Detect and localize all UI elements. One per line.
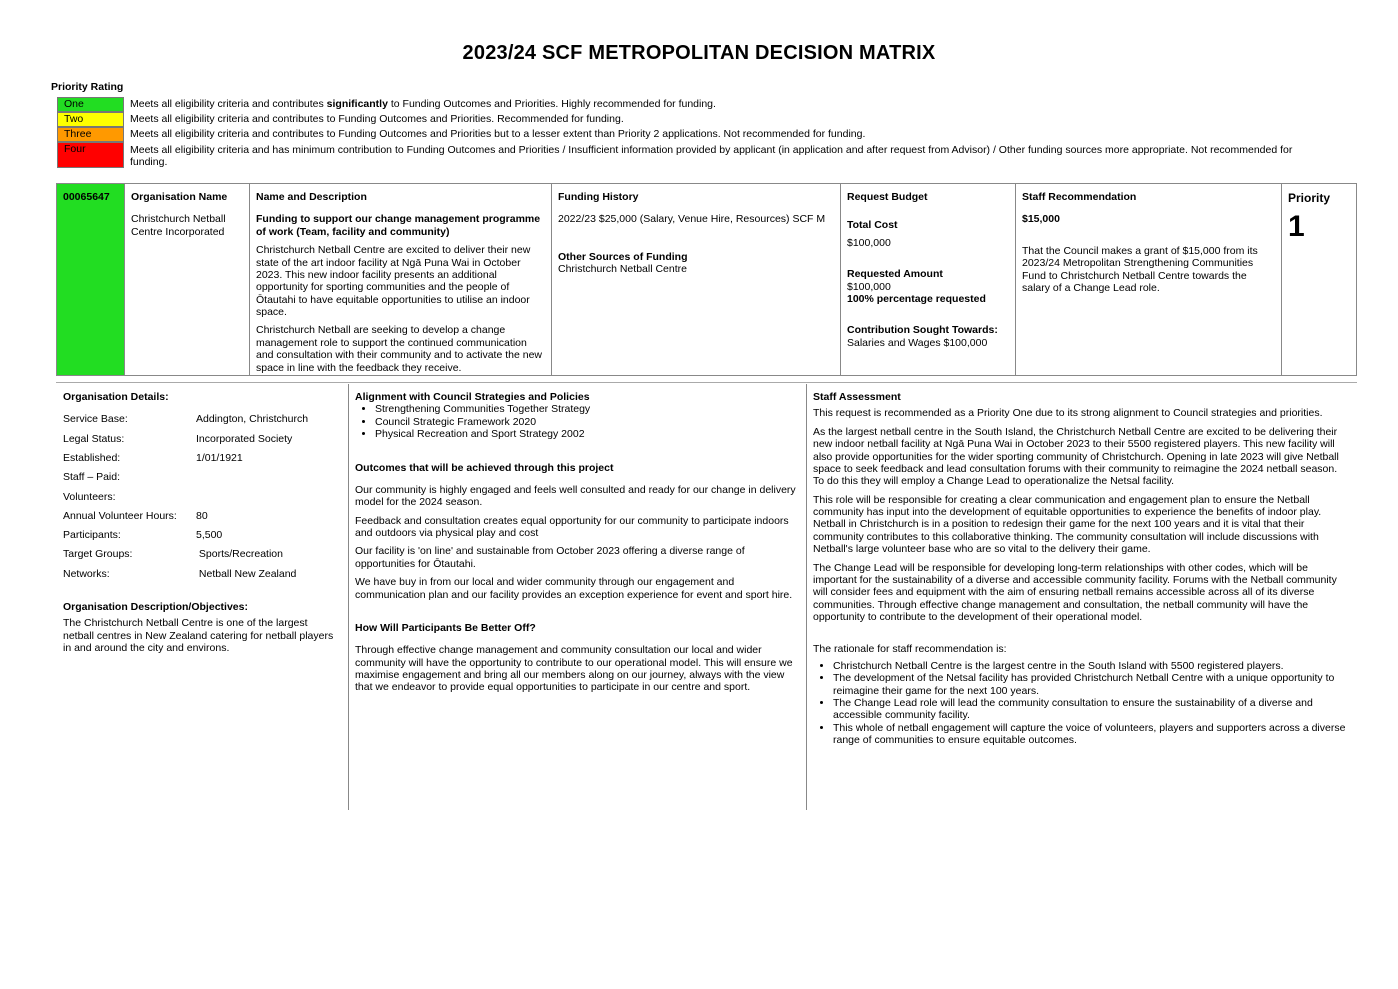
percentage-requested: 100% percentage requested	[847, 292, 986, 305]
detail-row: Staff – Paid:	[63, 471, 121, 484]
rationale-item: • Christchurch Netball Centre is the largest centre in the South Island with 5500 registered players.	[833, 660, 1349, 672]
description-paragraph: Christchurch Netball Centre are excited to deliver their new state of the art indoor facility at Ngā Puna Wai in October 2023. This new indoor facility presents an additional opportunity for sporting communities and the people of Ōtautahi to have equitable opportunities to utilise an indoor space.	[256, 244, 531, 318]
priority-description: Meets all eligibility criteria and has minimum contribution to Funding Outcomes and Priorities / Insufficient information provided by applicant (in application and after request from Advisor) / Other funding sources more appropriate. Not recommended for funding.	[130, 144, 1293, 169]
detail-row: Networks: Netball New Zealand	[63, 567, 297, 580]
strategy-list	[355, 403, 801, 440]
staff-recommendation-cell	[1015, 184, 1281, 375]
priority-swatch: Four	[57, 142, 124, 168]
priority-row-one	[57, 97, 124, 112]
priority-description: Meets all eligibility criteria and contributes to Funding Outcomes and Priorities but to a lesser extent than Priority 2 applications. Not recommended for funding.	[130, 128, 866, 140]
staff-recommendation-text: That the Council makes a grant of $15,000 from its 2023/24 Metropolitan Strengthening Communities Fund to Christchurch Netball Centre towards the salary of a Change Lead role.	[1022, 244, 1258, 294]
organisation-details-section	[63, 391, 341, 655]
organisation-name: Christchurch Netball Centre Incorporated	[131, 213, 226, 238]
priority-header: Priority	[1288, 191, 1331, 205]
name-description-header: Name and Description	[256, 191, 367, 203]
organisation-description: The Christchurch Netball Centre is one of the largest netball centres in New Zealand catering for netball players in and around the city and environs.	[63, 617, 334, 655]
contribution-label: Contribution Sought Towards:	[847, 324, 998, 337]
rationale-item: • The Change Lead role will lead the community consultation to ensure the sustainability of a diverse and accessible community facility.	[833, 697, 1349, 722]
rationale-heading: The rationale for staff recommendation is:	[813, 643, 1007, 656]
detail-row: Annual Volunteer Hours: 80	[63, 509, 208, 522]
detail-row: Legal Status: Incorporated Society	[63, 432, 293, 445]
description-paragraph: Christchurch Netball are seeking to develop a change management role to support the continued communication and consultation with their community and to activate the new space in line with the feedback they receive.	[256, 324, 542, 374]
column-divider	[348, 384, 349, 810]
outcome-item: Our facility is 'on line' and sustainable from October 2023 offering a diverse range of opportunities for Ōtautahi.	[355, 545, 745, 570]
detail-row: Volunteers:	[63, 490, 116, 503]
assessment-paragraph: The Change Lead will be responsible for developing long-term relationships with other codes, which will be important for the sustainability of a diverse and accessible community facility. Forums with the Netball community will consider fees and equipment with the aim of ensuring netball remains accessible across all of its diverse communities. Through effective change management and consultation, the netball community will have the opportunity to contribute to the development of their operational model.	[813, 561, 1337, 623]
assessment-paragraph: This role will be responsible for creating a clear communication and engagement plan to ensure the Netball community has input into the development of equitable opportunities to experience the benefits of indoor play. Netball in Christchurch is in a position to redesign their game for the next 100 years and it is vital that their community contributes to this collaborative thinking. The community consultation will include discussions with Netball's large volunteer base who are so vital to the delivery their game.	[813, 493, 1322, 556]
priority-row-three	[57, 127, 124, 142]
outcome-item: Feedback and consultation creates equal opportunity for our community to participate indoors and outdoors via physical play and cost	[355, 514, 789, 539]
name-description-cell	[249, 184, 551, 375]
requested-amount-value: $100,000	[847, 280, 891, 293]
strategy-item: • Strengthening Communities Together Strategy	[375, 403, 801, 415]
organisation-name-cell	[124, 184, 249, 375]
better-off-heading: How Will Participants Be Better Off?	[355, 621, 536, 634]
priority-cell	[1281, 184, 1356, 375]
alignment-section	[355, 391, 801, 694]
funding-history-header: Funding History	[558, 191, 639, 203]
rationale-item: • The development of the Netsal facility has provided Christchurch Netball Centre with a unique opportunity to reimagine their game for the next 100 years.	[833, 672, 1349, 697]
funding-history-entry: 2022/23 $25,000 (Salary, Venue Hire, Resources) SCF M	[558, 213, 826, 226]
staff-recommendation-header: Staff Recommendation	[1022, 191, 1137, 203]
detail-row: Established: 1/01/1921	[63, 451, 243, 464]
rationale-item: • This whole of netball engagement will capture the voice of volunteers, players and supporters across a diverse range of communities to ensure equitable outcomes.	[833, 722, 1349, 747]
priority-row-two	[57, 112, 124, 127]
assessment-paragraph: As the largest netball centre in the South Island, the Christchurch Netball Centre are excited to be delivering their new indoor netball facility at Ngā Puna Wai in October 2023 to their 5500 registered players. This new facility will also provide opportunities for the wider sporting community of Christchurch. Opening in late 2023 will give Netball space to seek feedback and lead consultation forums with their community to reimagine the 2024 netball season. To do this they will employ a Change Lead to operationalize the Netsal facility.	[813, 425, 1339, 488]
request-budget-cell	[840, 184, 1015, 375]
organisation-name-header: Organisation Name	[131, 191, 228, 203]
priority-description: Meets all eligibility criteria and contributes significantly to Funding Outcomes and Priorities. Highly recommended for funding.	[130, 98, 716, 110]
outcome-item: We have buy in from our local and wider community through our engagement and communication plan and our facility provides an exception experience for event and sport hire.	[355, 576, 793, 601]
request-budget-header: Request Budget	[847, 191, 928, 203]
assessment-paragraph: This request is recommended as a Priority One due to its strong alignment to Council strategies and priorities.	[813, 407, 1323, 420]
column-divider	[806, 384, 807, 810]
staff-assessment-heading: Staff Assessment	[813, 391, 901, 403]
detail-row: Service Base: Addington, Christchurch	[63, 413, 309, 426]
other-sources-header: Other Sources of Funding	[558, 250, 688, 263]
page-title: 2023/24 SCF METROPOLITAN DECISION MATRIX	[462, 42, 936, 64]
requested-amount-label: Requested Amount	[847, 268, 943, 281]
application-id: 00065647	[63, 191, 110, 203]
application-id-cell	[57, 184, 124, 375]
alignment-heading: Alignment with Council Strategies and Policies	[355, 391, 590, 403]
strategy-item: • Physical Recreation and Sport Strategy 2002	[375, 428, 801, 440]
other-sources-value: Christchurch Netball Centre	[558, 263, 687, 276]
staff-assessment-section	[813, 391, 1349, 746]
priority-swatch: Two	[57, 112, 124, 127]
detail-row: Target Groups: Sports/Recreation	[63, 548, 283, 561]
priority-rating-heading: Priority Rating	[51, 81, 124, 93]
rationale-list	[813, 660, 1349, 747]
outcomes-heading: Outcomes that will be achieved through this project	[355, 461, 614, 474]
priority-description: Meets all eligibility criteria and contributes to Funding Outcomes and Priorities. Recommended for funding.	[130, 113, 624, 125]
section-divider	[56, 382, 1357, 383]
organisation-details-heading: Organisation Details:	[63, 391, 169, 403]
better-off-text: Through effective change management and community consultation our local and wider community will have the opportunity to contribute to our operational model. This will ensure we maximise engagement and bring all our members along on our journey, always with the view that we endeavor to provide equal opportunities to participate in our centre and sport.	[355, 644, 793, 694]
total-cost-value: $100,000	[847, 236, 891, 249]
outcome-item: Our community is highly engaged and feels well consulted and ready for our change in delivery model for the 2024 season.	[355, 483, 796, 509]
organisation-description-heading: Organisation Description/Objectives:	[63, 601, 248, 614]
funding-history-cell	[551, 184, 840, 375]
priority-row-four	[57, 142, 124, 168]
priority-swatch: Three	[57, 127, 124, 142]
staff-recommendation-amount: $15,000	[1022, 213, 1060, 226]
contribution-value: Salaries and Wages $100,000	[847, 336, 988, 349]
priority-swatch: One	[57, 97, 124, 112]
strategy-item: • Council Strategic Framework 2020	[375, 416, 801, 428]
project-title: Funding to support our change management programme of work (Team, facility and community)	[256, 213, 541, 238]
application-summary-table	[56, 183, 1357, 376]
detail-row: Participants: 5,500	[63, 529, 223, 542]
total-cost-label: Total Cost	[847, 219, 898, 232]
priority-value: 1	[1288, 210, 1305, 244]
